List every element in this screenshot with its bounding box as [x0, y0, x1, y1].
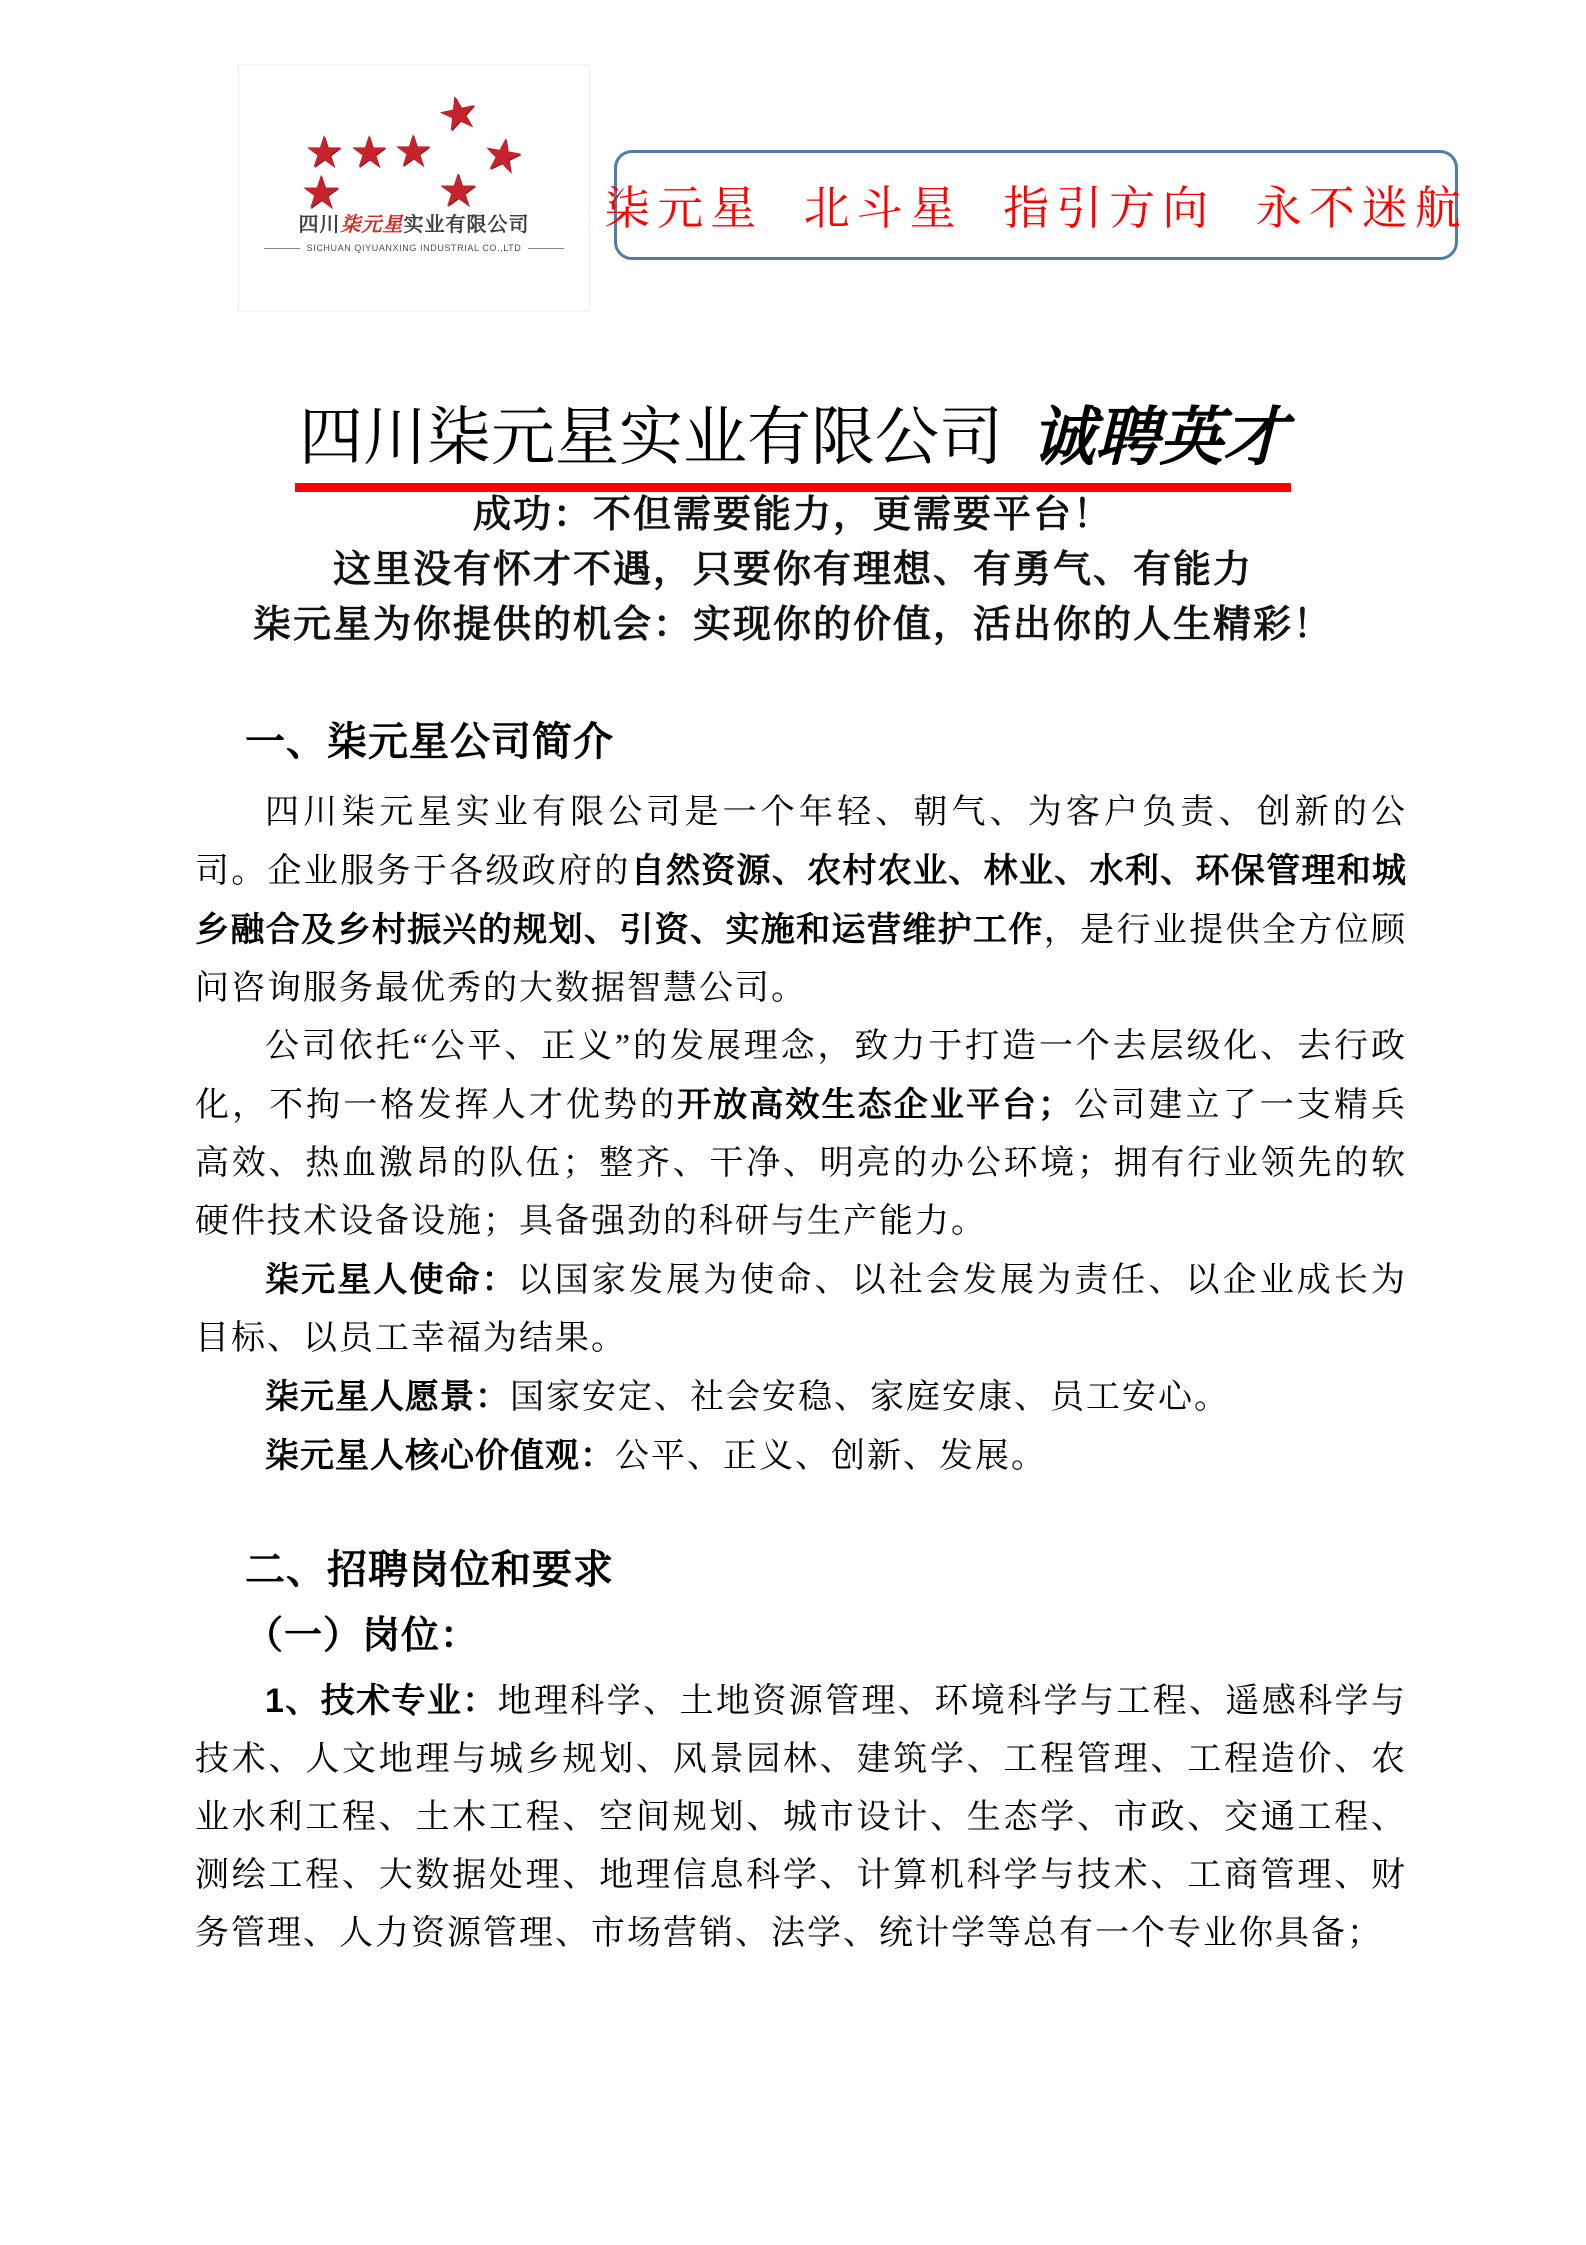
document-body: [195, 690, 1407, 1963]
text-run: 以国家发展为使命、以社会发展为责任、以企业成长为目标、以员工幸福为结果。: [195, 1262, 1408, 1357]
paragraph-mission: [195, 1251, 1407, 1368]
title-emphasis: 诚聘英才: [1031, 402, 1287, 473]
title-underline: [295, 386, 1291, 492]
text-run: 地理科学、土地资源管理、环境科学与工程、遥感科学与技术、人文地理与城乡规划、风景园林、建筑学、工程管理、工程造价、农业水利工程、土木工程、空间规划、城市设计、生态学、市政、交通工程、测绘工程、大数据处理、地理信息科学、计算机科学与技术、工商管理、财务管理、人力资源管理、市场营销、法学、统计学等总有一个专业你具备；: [195, 1683, 1407, 1952]
text-run: ，是行业提供全方位顾问咨询服务最优秀的大数据智慧公司。: [195, 912, 1408, 1007]
text-run: 四川柒元星实业有限公司是一个年轻、朝气、为客户负责、创新的公司。企业服务于各级政府的: [195, 794, 1407, 890]
intro-lines: [0, 488, 1586, 653]
intro-line: 这里没有怀才不遇，只要你有理想、有勇气、有能力: [332, 549, 1253, 591]
page-title: [0, 386, 1586, 492]
intro-line: 柒元星为你提供的机会：实现你的价值，活出你的人生精彩！: [252, 604, 1333, 646]
logo-name-suffix: 实业有限公司: [403, 214, 530, 236]
logo-brand-name: 柒元星: [340, 214, 404, 236]
paragraph-company-overview: [195, 784, 1407, 1018]
star-icon: ★: [300, 165, 342, 219]
paragraph-vision: [195, 1368, 1407, 1427]
star-icon: ★: [349, 127, 389, 178]
company-logo: [238, 64, 590, 312]
text-run-bold: 柒元星人核心价值观：: [265, 1437, 615, 1475]
logo-name-prefix: 四川: [298, 214, 341, 236]
paragraph-company-philosophy: [195, 1018, 1407, 1251]
star-icon: ★: [477, 124, 529, 186]
star-icon: ★: [393, 126, 433, 177]
logo-en-text: SICHUAN QIYUANXING INDUSTRIAL CO.,LTD: [306, 243, 522, 253]
subsection-heading-positions: （一）岗位：: [245, 1615, 480, 1657]
divider-line: [264, 248, 300, 249]
text-run-bold: 开放高效生态企业平台；: [677, 1086, 1074, 1124]
title-company-name: 四川柒元星实业有限公司: [299, 402, 1003, 473]
text-run-bold: 自然资源、农村农业、林业、水利、环保管理和城乡融合及乡村振兴的规划、引资、实施和运营维护工作: [195, 852, 1408, 949]
star-icon: ★: [432, 82, 484, 144]
slogan-text: 柒元星 北斗星 指引方向 永不迷航: [604, 183, 1468, 234]
logo-company-name: [239, 208, 589, 237]
text-run: 国家安定、社会安稳、家庭安康、员工安心。: [510, 1379, 1230, 1416]
text-run-bold: 1、技术专业：: [265, 1682, 498, 1720]
text-run: 公平、正义、创新、发展。: [615, 1438, 1047, 1475]
section-heading-jobs: 二、招聘岗位和要求: [245, 1548, 614, 1592]
section-heading-company-intro: 一、柒元星公司简介: [245, 720, 614, 764]
text-run-bold: 柒元星人使命：: [265, 1261, 518, 1299]
text-run: 公司依托“公平、正义”的发展理念，致力于打造一个去层级化、去行政化，不拘一格发挥人才优势的: [195, 1028, 1407, 1124]
logo-company-name-en: [239, 243, 589, 253]
slogan-banner: [604, 150, 1468, 260]
star-icon: ★: [437, 163, 479, 217]
paragraph-majors: [195, 1672, 1407, 1963]
paragraph-values: [195, 1427, 1407, 1486]
star-icon: ★: [304, 127, 344, 178]
text-run: 公司建立了一支精兵高效、热血激昂的队伍；整齐、干净、明亮的办公环境；拥有行业领先的软硬件技术设备设施；具备强劲的科研与生产能力。: [195, 1087, 1407, 1240]
intro-line: 成功：不但需要能力，更需要平台！: [472, 494, 1113, 536]
text-run-bold: 柒元星人愿景：: [265, 1378, 510, 1416]
divider-line: [528, 248, 564, 249]
